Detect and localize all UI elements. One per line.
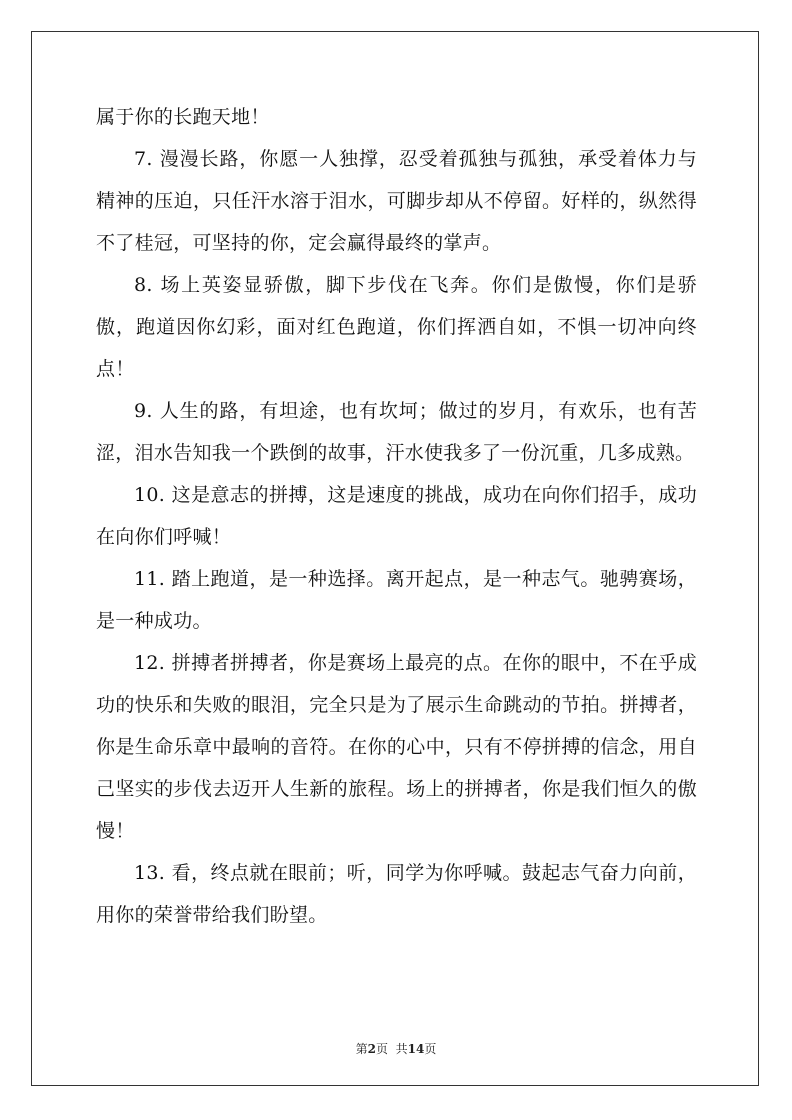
footer-total-prefix: 共	[395, 1042, 408, 1056]
paragraph-8: 8. 场上英姿显骄傲，脚下步伐在飞奔。你们是傲慢，你们是骄傲，跑道因你幻彩，面对红色跑道，你们挥洒自如，不惧一切冲向终点！	[96, 274, 697, 380]
footer-prefix: 第	[355, 1042, 368, 1056]
paragraph-10: 10. 这是意志的拼搏，这是速度的挑战，成功在向你们招手，成功在向你们呼喊！	[96, 484, 697, 548]
footer-page-suffix: 页	[375, 1042, 388, 1056]
paragraph-0: 属于你的长跑天地！	[96, 106, 270, 128]
paragraph-9: 9. 人生的路，有坦途，也有坎坷；做过的岁月，有欢乐，也有苦涩，泪水告知我一个跌倒的故事，汗水使我多了一份沉重，几多成熟。	[96, 400, 697, 464]
document-body	[96, 96, 697, 936]
footer-total-suffix: 页	[424, 1042, 437, 1056]
footer-total-pages: 14	[407, 1042, 425, 1056]
paragraph-13: 13. 看，终点就在眼前；听，同学为你呼喊。鼓起志气奋力向前，用你的荣誉带给我们盼望。	[96, 862, 697, 926]
paragraph-7: 7. 漫漫长路，你愿一人独撑，忍受着孤独与孤独，承受着体力与精神的压迫，只任汗水溶于泪水，可脚步却从不停留。好样的，纵然得不了桂冠，可坚持的你，定会赢得最终的掌声。	[96, 148, 697, 254]
paragraph-12: 12. 拼搏者拼搏者，你是赛场上最亮的点。在你的眼中，不在乎成功的快乐和失败的眼泪，完全只是为了展示生命跳动的节拍。拼搏者，你是生命乐章中最响的音符。在你的心中，只有不停拼搏的信念，用自己坚实的步伐去迈开人生新的旅程。场上的拼搏者，你是我们恒久的傲慢！	[96, 652, 697, 842]
paragraph-11: 11. 踏上跑道，是一种选择。离开起点，是一种志气。驰骋赛场，是一种成功。	[96, 568, 697, 632]
footer-page-number: 2	[367, 1042, 376, 1056]
page-footer	[0, 1040, 792, 1057]
